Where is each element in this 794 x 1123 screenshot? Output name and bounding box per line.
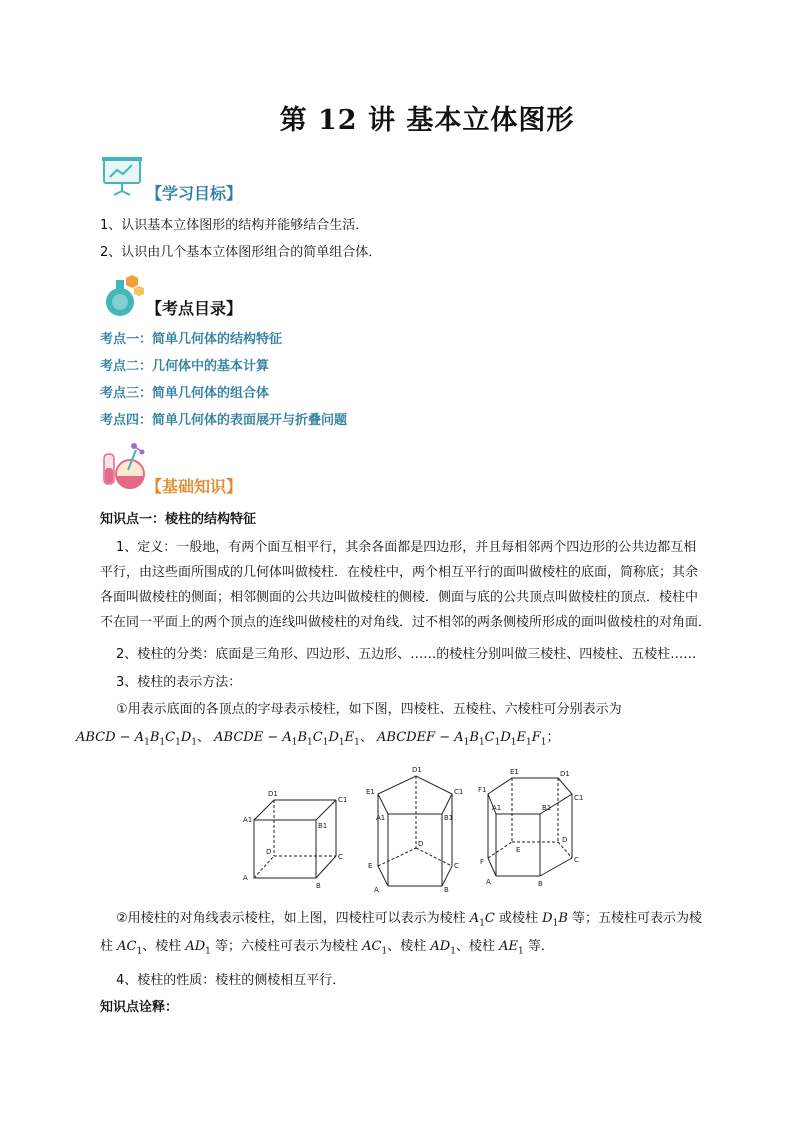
label-B1: B1 (318, 822, 328, 830)
label-E1: E1 (366, 788, 375, 796)
label-C: C (454, 862, 459, 870)
goal-item-2: 2、认识由几个基本立体图形组合的简单组合体． (100, 245, 382, 260)
label-A1: A1 (376, 814, 386, 822)
definition-line-1: 1、定义：一般地，有两个面互相平行，其余各面都是四边形，并且每相邻两个四边形的公共边都互相 (116, 540, 697, 555)
label-B1: B1 (542, 804, 552, 812)
page-title: 第 12 讲 基本立体图形 (279, 105, 575, 136)
flask-icon (100, 274, 144, 318)
diagonal-line-1: ②用棱柱的对角线表示棱柱，如上图，四棱柱可以表示为棱柱 $A_1C$ 或棱柱 $D_1B$ 等；五棱柱可表示为棱 (116, 911, 703, 929)
label-C1: C1 (338, 796, 348, 804)
label-A1: A1 (492, 804, 502, 812)
prism-figures (240, 764, 600, 894)
exam-point-2: 考点二：几何体中的基本计算 (100, 359, 270, 374)
label-D: D (562, 836, 568, 844)
label-F1: F1 (478, 786, 487, 794)
exam-point-1: 考点一：简单几何体的结构特征 (100, 332, 283, 347)
label-A1: A1 (243, 816, 253, 824)
label-D1: D1 (412, 766, 422, 774)
representation-line: ①用表示底面的各顶点的字母表示棱柱，如下图，四棱柱、五棱柱、六棱柱可分别表示为 (116, 702, 622, 717)
knowledge-heading: 知识点一：棱柱的结构特征 (100, 512, 257, 527)
label-D1: D1 (560, 770, 570, 778)
label-B1: B1 (444, 814, 454, 822)
presentation-board-icon (100, 155, 144, 197)
prism-diagrams (240, 764, 600, 894)
representation-title: 3、棱柱的表示方法： (116, 675, 242, 690)
label-E: E (368, 862, 373, 870)
definition-line-2: 平行，由这些面所围成的几何体叫做棱柱．在棱柱中，两个相互平行的面叫做棱柱的底面，简称底；其余 (100, 565, 699, 580)
exam-point-3: 考点三：简单几何体的组合体 (100, 386, 270, 401)
quad-prism-figure (254, 800, 336, 878)
label-E: E (516, 846, 521, 854)
label-F: F (480, 858, 485, 866)
label-C: C (338, 853, 343, 861)
section-goals-label: 【学习目标】 (146, 184, 243, 203)
formula-quad-prism: ABCD − $A_1B_1C_1D_1$ (76, 730, 197, 748)
definition-line-4: 不在同一平面上的两个顶点的连线叫做棱柱的对角线．过不相邻的两条侧棱所形成的面叫做棱柱的对角面． (100, 615, 712, 630)
penta-prism-figure (378, 776, 452, 886)
label-D: D (418, 840, 424, 848)
property-line: 4、棱柱的性质：棱柱的侧棱相互平行． (116, 973, 346, 988)
diagonal-line-2: 柱 $AC_1$、棱柱 $AD_1$ 等；六棱柱可表示为棱柱 $AC_1$、棱柱 $AD_1$、棱柱 $AE_1$ 等． (100, 939, 554, 957)
classification-line: 2、棱柱的分类：底面是三角形、四边形、五边形、……的棱柱分别叫做三棱柱、四棱柱、五棱柱…… (116, 647, 697, 662)
label-B: B (444, 886, 449, 894)
label-B: B (316, 882, 321, 890)
label-D1: D1 (268, 790, 278, 798)
label-B: B (538, 880, 543, 888)
lab-beaker-icon (100, 440, 150, 492)
definition-line-3: 各面叫做棱柱的侧面；相邻侧面的公共边叫做棱柱的侧棱．侧面与底的公共顶点叫做棱柱的顶点．棱柱中 (100, 590, 699, 605)
label-A: A (374, 886, 379, 894)
formula-hexa-prism: ABCDEF − $A_1B_1C_1D_1E_1F_1$ (377, 730, 547, 748)
label-A: A (243, 874, 248, 882)
label-C1: C1 (574, 794, 584, 802)
label-C1: C1 (454, 788, 464, 796)
hexa-prism-figure (488, 778, 572, 876)
label-D: D (266, 848, 272, 856)
label-C: C (574, 856, 579, 864)
exam-point-4: 考点四：简单几何体的表面展开与折叠问题 (100, 413, 348, 428)
section-basics-label: 【基础知识】 (146, 477, 243, 496)
label-E1: E1 (510, 768, 519, 776)
formula-penta-prism: ABCDE − $A_1B_1C_1D_1E_1$ (214, 730, 360, 748)
goal-item-1: 1、认识基本立体图形的结构并能够结合生活． (100, 218, 369, 233)
explanation-heading: 知识点诠释： (100, 1000, 179, 1015)
section-catalog-label: 【考点目录】 (146, 299, 243, 318)
label-A: A (486, 878, 491, 886)
prism-notation-line: ABCD − $A_1B_1C_1D_1$、 ABCDE − $A_1B_1C_1D_1E_1$、 ABCDEF − $A_1B_1C_1D_1E_1F_1$； (76, 730, 560, 748)
